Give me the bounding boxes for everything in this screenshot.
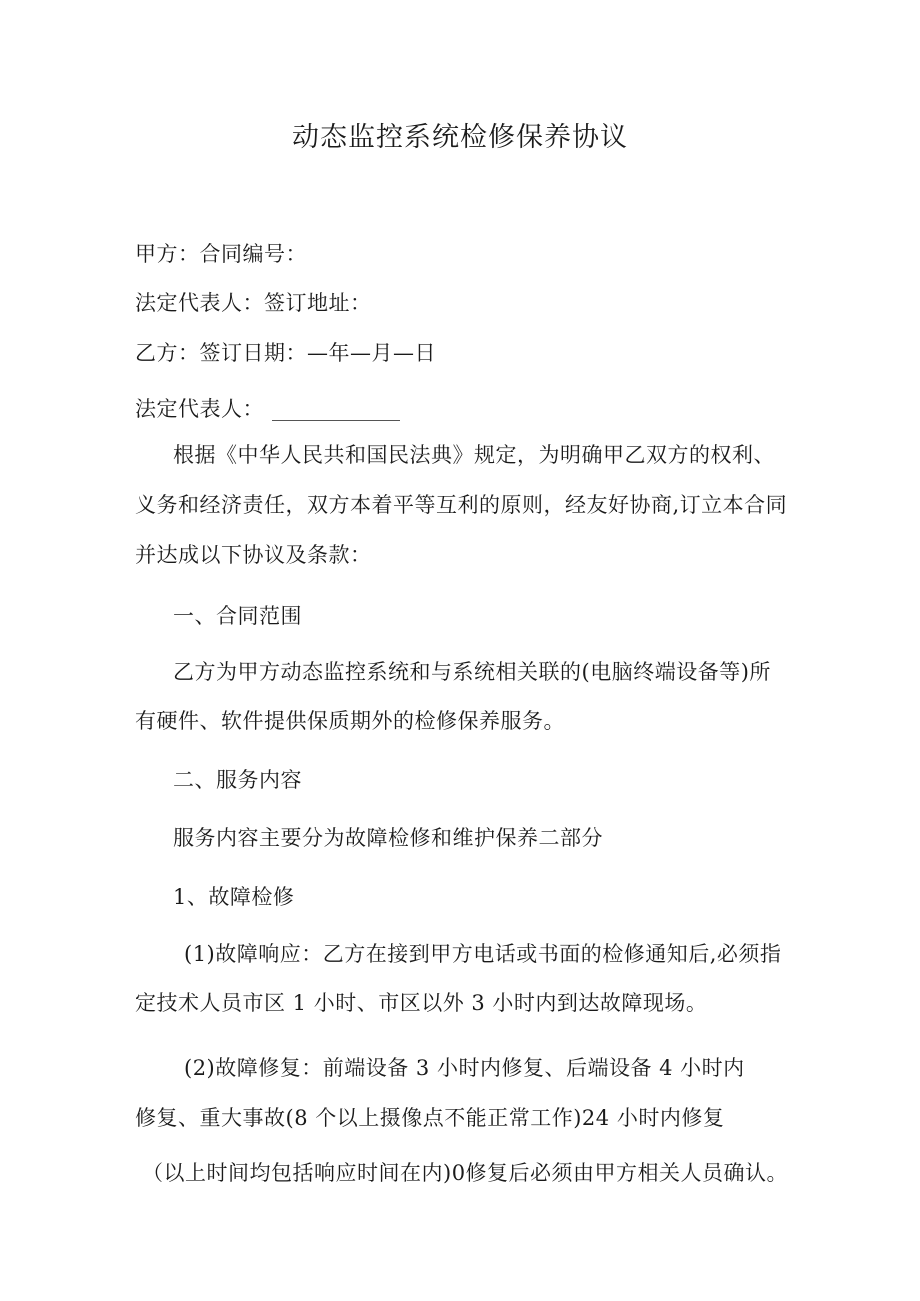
section1-paragraph-line: 乙方为甲方动态监控系统和与系统相关联的(电脑终端设备等)所 (173, 660, 771, 684)
preamble-line: 并达成以下协议及条款： (135, 543, 372, 567)
item1-line: 定技术人员市区 1 小时、市区以外 3 小时内到达故障现场。 (135, 991, 708, 1015)
party-b-line: 乙方：签订日期：—年—月—日 (135, 341, 436, 365)
section1-heading: 一、合同范围 (173, 604, 302, 628)
signature-blank-line (272, 400, 400, 421)
legal-rep-b-line (135, 394, 400, 424)
subsection1-heading: 1、故障检修 (173, 885, 295, 909)
preamble-line: 义务和经济责任，双方本着平等互利的原则，经友好协商,订立本合同 (135, 493, 788, 517)
legal-rep-a-line: 法定代表人：签订地址： (135, 291, 372, 315)
document-title: 动态监控系统检修保养协议 (292, 122, 628, 153)
section1-paragraph-line: 有硬件、软件提供保质期外的检修保养服务。 (135, 709, 565, 733)
item2-line: 修复、重大事故(8 个以上摄像点不能正常工作)24 小时内修复 (135, 1106, 725, 1130)
party-a-line: 甲方：合同编号： (135, 242, 307, 266)
item2-line: （以上时间均包括响应时间在内)0修复后必须由甲方相关人员确认。 (142, 1161, 789, 1185)
section2-heading: 二、服务内容 (173, 768, 302, 792)
item2-line: (2)故障修复：前端设备 3 小时内修复、后端设备 4 小时内 (184, 1056, 745, 1080)
legal-rep-b-label: 法定代表人： (135, 397, 264, 421)
preamble-line: 根据《中华人民共和国民法典》规定，为明确甲乙双方的权利、 (173, 443, 775, 467)
section2-intro: 服务内容主要分为故障检修和维护保养二部分 (173, 826, 603, 850)
item1-line: (1)故障响应：乙方在接到甲方电话或书面的检修通知后,必须指 (184, 942, 782, 966)
